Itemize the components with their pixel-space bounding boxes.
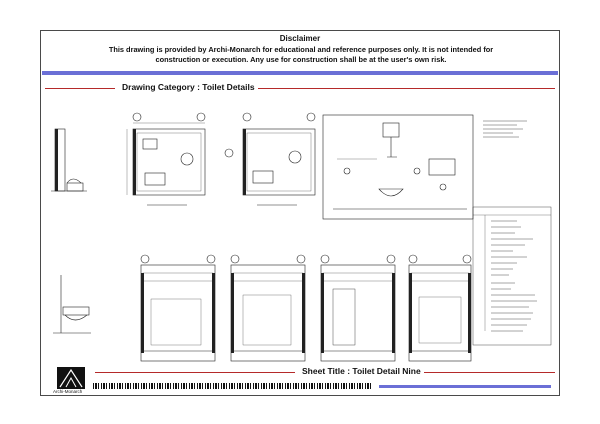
toilet-detail-drawings: [47, 99, 555, 363]
disclaimer-line-1: This drawing is provided by Archi-Monarch for educational and reference purposes only. It is not intended for: [108, 45, 494, 54]
section-a: [141, 255, 215, 361]
sheet-rule-left: [95, 372, 295, 373]
category-row: [41, 82, 559, 94]
barcode-strip: [93, 383, 373, 389]
specification-notes: [483, 121, 527, 137]
drawing-category: Drawing Category : Toilet Details: [119, 82, 258, 92]
section-c: [321, 255, 395, 361]
wall-hatching: [55, 129, 471, 353]
disclaimer-line-2: construction or execution. Any use for construction shall be at the user's own risk.: [155, 55, 447, 64]
toilet-elevation: [323, 115, 473, 219]
legend-table: [473, 207, 551, 345]
header-accent-band: [42, 71, 558, 75]
title-block: [41, 363, 559, 397]
sheet-title: Sheet Title : Toilet Detail Nine: [299, 366, 424, 376]
archi-monarch-logo: [57, 367, 85, 389]
toilet-plan: [127, 113, 205, 205]
category-rule-left: [45, 88, 115, 89]
section-b: [231, 255, 305, 361]
category-rule-right: [241, 88, 555, 89]
drawing-sheet: [40, 30, 560, 396]
flooring-plan: [225, 113, 315, 205]
disclaimer-title: Disclaimer: [279, 34, 321, 43]
footer-accent-band: [379, 385, 551, 388]
sheet-rule-right: [417, 372, 555, 373]
disclaimer-text: [81, 45, 521, 65]
wash-basin-detail: [53, 275, 91, 333]
brand-name: Archi-Monarch: [53, 389, 83, 394]
section-d: [409, 255, 471, 361]
